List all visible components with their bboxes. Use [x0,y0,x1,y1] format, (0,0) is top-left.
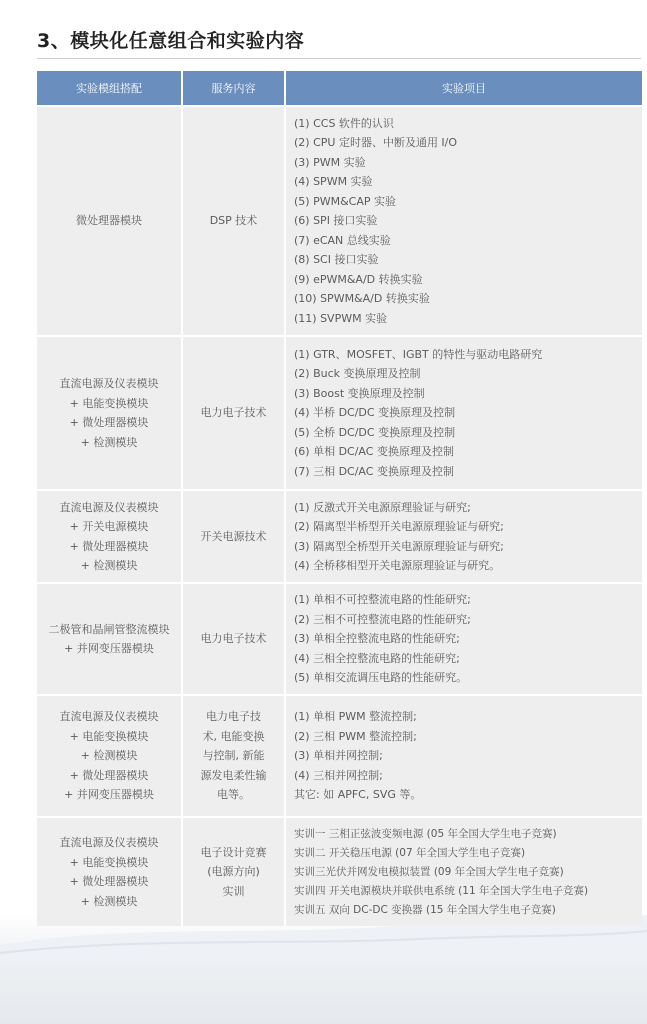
experiment-item: (3) Boost 变换原理及控制 [294,386,425,400]
experiment-list [294,825,638,920]
service-line: 电等。 [217,788,250,802]
module-line: + 并网变压器模块 [64,788,154,802]
section-title: 3、模块化任意组合和实验内容 [37,30,305,52]
experiment-item: (4) 三相并网控制; [294,768,383,782]
experiment-item: 实训五 双向 DC-DC 变换器 (15 年全国大学生电子竞赛) [294,903,556,916]
experiment-item: (4) 全桥移相型开关电源原理验证与研究。 [294,559,501,572]
experiment-list [294,345,638,482]
experiment-item: (4) 半桥 DC/DC 变换原理及控制 [294,406,456,420]
header-service: 服务内容 [183,71,286,105]
experiment-item: (7) eCAN 总线实验 [294,233,391,247]
service-line: 实训 [222,884,245,898]
module-line: 直流电源及仪表模块 [59,377,159,390]
experiment-item: (1) 单相不可控整流电路的性能研究; [294,593,471,607]
table-row [37,816,642,926]
service-cell [183,816,286,926]
experiment-item: (1) 单相 PWM 整流控制; [294,710,417,724]
items-cell [286,489,642,582]
service-line: 电力电子技术 [200,632,267,646]
items-cell [286,335,642,489]
experiment-item: 实训二 开关稳压电源 (07 年全国大学生电子竞赛) [294,846,526,859]
experiment-item: (2) Buck 变换原理及控制 [294,367,421,381]
experiment-item: (4) SPWM 实验 [294,175,373,189]
experiment-item: 实训一 三相正弦波变频电源 (05 年全国大学生电子竞赛) [294,827,557,840]
experiment-item: (1) CCS 软件的认识 [294,116,394,130]
table-row [37,582,642,694]
items-cell [286,582,642,694]
module-cell [37,694,183,816]
experiment-item: (6) SPI 接口实验 [294,214,378,228]
experiment-item: (5) PWM&CAP 实验 [294,194,396,208]
module-line: + 微处理器模块 [69,416,149,429]
module-line: 二极管和晶闸管整流模块 [48,622,170,636]
service-line: DSP 技术 [209,214,258,228]
experiment-list [294,114,638,329]
header-items: 实验项目 [286,71,642,105]
experiment-table [37,71,642,926]
experiment-item: (2) 隔离型半桥型开关电源原理验证与研究; [294,520,504,533]
service-line: 电力电子技 [206,710,261,724]
module-cell [37,582,183,694]
experiment-item: 其它: 如 APFC, SVG 等。 [294,788,422,802]
module-cell [37,105,183,335]
module-line: + 电能变换模块 [69,855,149,869]
experiment-item: 实训四 开关电源模块并联供电系统 (11 年全国大学生电子竞赛) [294,884,589,897]
module-cell [37,489,183,582]
experiment-item: (3) 隔离型全桥型开关电源原理验证与研究; [294,539,504,553]
service-line: 源发电柔性输 [200,768,267,782]
title-divider [37,58,641,59]
module-line: + 微处理器模块 [69,539,149,553]
module-line: + 检测模块 [80,435,138,449]
module-line: 直流电源及仪表模块 [59,710,159,724]
service-cell [183,335,286,489]
module-line: 微处理器模块 [76,214,142,228]
experiment-item: (1) 反激式开关电源原理验证与研究; [294,500,471,514]
service-line: 电力电子技术 [200,406,267,420]
module-line: 直流电源及仪表模块 [59,836,159,849]
experiment-item: 实训三光伏并网发电模拟装置 (09 年全国大学生电子竞赛) [294,865,564,878]
experiment-item: (2) 三相 PWM 整流控制; [294,729,417,743]
service-line: 开关电源技术 [200,529,267,543]
experiment-item: (10) SPWM&A/D 转换实验 [294,292,430,306]
items-cell [286,816,642,926]
experiment-item: (11) SVPWM 实验 [294,311,388,325]
table-header-row [37,71,642,105]
module-line: + 检测模块 [80,894,138,908]
experiment-item: (5) 全桥 DC/DC 变换原理及控制 [294,425,456,439]
experiment-item: (2) 三相不可控整流电路的性能研究; [294,612,471,626]
module-line: + 微处理器模块 [69,768,149,782]
module-cell [37,335,183,489]
experiment-item: (5) 单相交流调压电路的性能研究。 [294,671,468,685]
module-line: + 并网变压器模块 [64,642,154,655]
experiment-item: (3) 单相并网控制; [294,749,383,763]
items-cell [286,694,642,816]
items-cell [286,105,642,335]
experiment-item: (6) 单相 DC/AC 变换原理及控制 [294,445,454,459]
module-line: 直流电源及仪表模块 [59,500,159,514]
experiment-item: (7) 三相 DC/AC 变换原理及控制 [294,464,454,478]
module-line: + 微处理器模块 [69,875,149,888]
table-row [37,489,642,582]
module-line: + 电能变换模块 [69,396,149,410]
service-line: 术, 电能变换 [202,729,265,743]
experiment-item: (1) GTR、MOSFET、IGBT 的特性与驱动电路研究 [294,347,543,361]
service-cell [183,489,286,582]
experiment-list [294,707,638,805]
table-row [37,335,642,489]
service-cell [183,582,286,694]
experiment-list [294,498,638,576]
module-line: + 检测模块 [80,559,138,572]
module-line: + 检测模块 [80,749,138,763]
experiment-item: (9) ePWM&A/D 转换实验 [294,272,423,286]
table-row [37,105,642,335]
service-cell [183,105,286,335]
module-cell [37,816,183,926]
service-line: 电子设计竞赛 [200,845,267,859]
experiment-item: (2) CPU 定时器、中断及通用 I/O [294,136,458,150]
module-line: + 开关电源模块 [69,520,149,533]
experiment-list [294,590,638,688]
experiment-item: (3) PWM 实验 [294,155,366,169]
header-module: 实验模组搭配 [37,71,183,105]
experiment-item: (8) SCI 接口实验 [294,253,379,267]
table-row [37,694,642,816]
service-line: (电源方向) [207,865,260,879]
service-cell [183,694,286,816]
module-line: + 电能变换模块 [69,729,149,743]
experiment-item: (3) 单相全控整流电路的性能研究; [294,632,460,646]
experiment-item: (4) 三相全控整流电路的性能研究; [294,651,460,665]
service-line: 与控制, 新能 [202,749,265,763]
